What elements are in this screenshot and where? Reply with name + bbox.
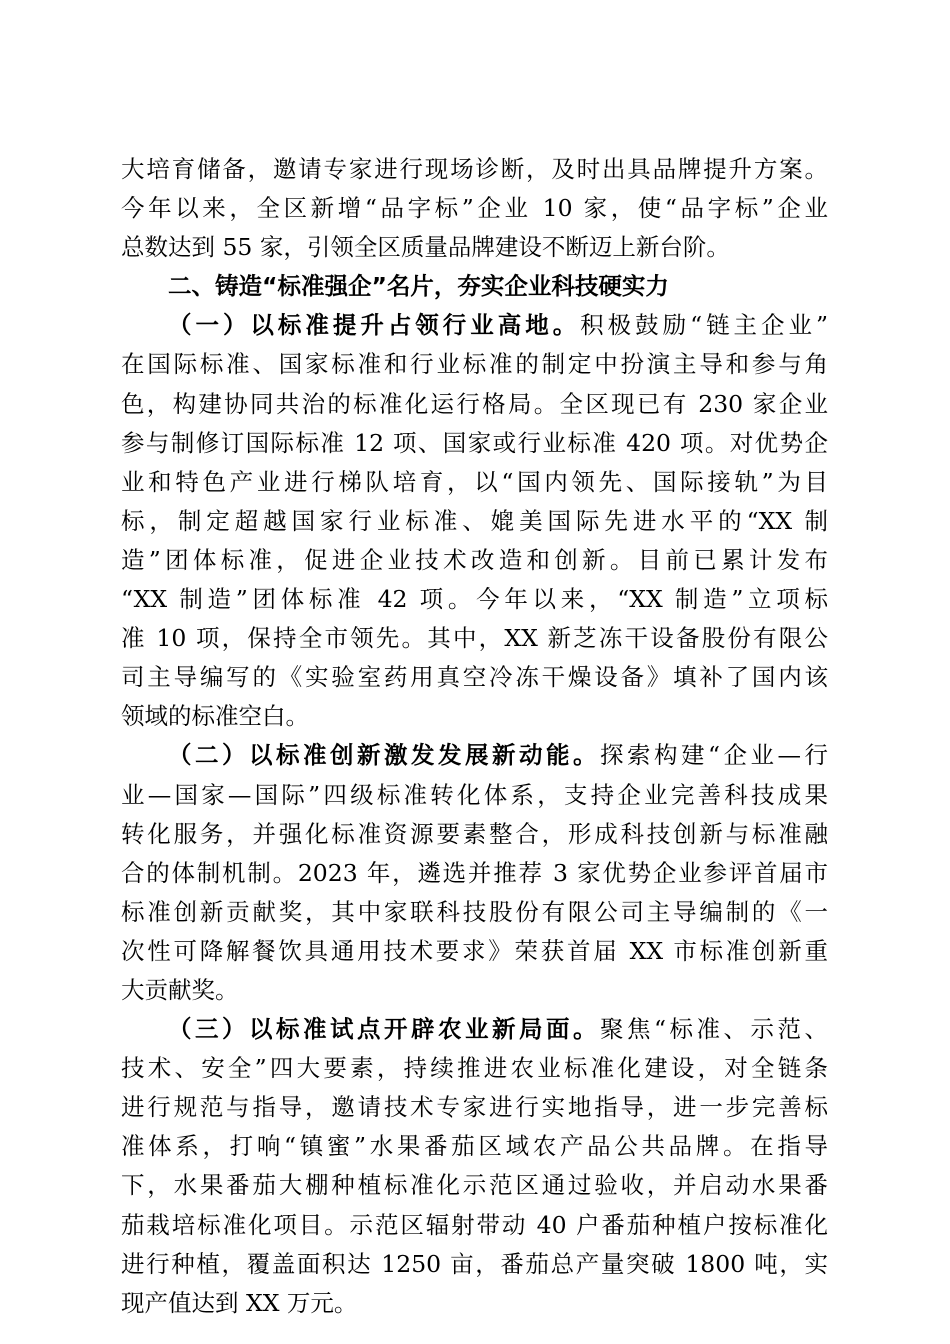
subsection-text: 探索构建“企业—行	[600, 741, 829, 770]
body-line: 造”团体标准，促进企业技术改造和创新。目前已累计发布	[121, 545, 828, 574]
body-line: 标，制定超越国家行业标准、媲美国际先进水平的“XX 制	[121, 506, 828, 535]
body-line: 下，水果番茄大棚种植标准化示范区通过验收，并启动水果番	[121, 1171, 828, 1200]
body-line: 参与制修订国际标准 12 项、国家或行业标准 420 项。对优势企	[121, 428, 828, 457]
body-line: 次性可降解餐饮具通用技术要求》荣获首届 XX 市标准创新重	[121, 936, 828, 965]
body-line: 准体系，打响“镇蜜”水果番茄区域农产品公共品牌。在指导	[121, 1132, 828, 1161]
section-heading: 二、铸造“标准强企”名片，夯实企业科技硬实力	[168, 272, 669, 301]
body-line: 茄栽培标准化项目。示范区辐射带动 40 户番茄种植户按标准化	[121, 1210, 828, 1239]
body-line: 业—国家—国际”四级标准转化体系，支持企业完善科技成果	[121, 780, 828, 809]
body-line: 进行规范与指导，邀请技术专家进行实地指导，进一步完善标	[121, 1093, 828, 1122]
subsection-title: （一）以标准提升占领行业高地。	[168, 311, 581, 340]
subsection-title: （三）以标准试点开辟农业新局面。	[168, 1015, 600, 1044]
body-line: 标准创新贡献奖，其中家联科技股份有限公司主导编制的《一	[121, 897, 828, 926]
body-line: 技术、安全”四大要素，持续推进农业标准化建设，对全链条	[121, 1054, 828, 1083]
body-line: “XX 制造”团体标准 42 项。今年以来，“XX 制造”立项标	[121, 585, 828, 614]
body-line: 现产值达到 XX 万元。	[121, 1288, 358, 1317]
subsection-text: 聚焦“标准、示范、	[600, 1015, 829, 1044]
body-line: 合的体制机制。2023 年，遴选并推荐 3 家优势企业参评首届市	[121, 858, 828, 887]
body-line: 业和特色产业进行梯队培育，以“国内领先、国际接轨”为目	[121, 467, 828, 496]
body-line: 进行种植，覆盖面积达 1250 亩，番茄总产量突破 1800 吨，实	[121, 1249, 828, 1278]
body-line: 领域的标准空白。	[121, 702, 309, 731]
body-line: 大培育储备，邀请专家进行现场诊断，及时出具品牌提升方案。	[121, 155, 828, 183]
subsection-text: 积极鼓励“链主企业”	[580, 311, 829, 340]
body-line: 准 10 项，保持全市领先。其中，XX 新芝冻干设备股份有限公	[121, 624, 828, 653]
body-line: 今年以来，全区新增“品字标”企业 10 家，使“品字标”企业	[121, 194, 828, 223]
subsection-title: （二）以标准创新激发发展新动能。	[168, 741, 600, 770]
body-line: 司主导编写的《实验室药用真空冷冻干燥设备》填补了国内该	[121, 663, 828, 692]
body-line: 总数达到 55 家，引领全区质量品牌建设不断迈上新台阶。	[121, 233, 730, 262]
subsection-line	[121, 736, 828, 775]
body-line: 转化服务，并强化标准资源要素整合，形成科技创新与标准融	[121, 819, 828, 848]
body-line: 色，构建协同共治的标准化运行格局。全区现已有 230 家企业	[121, 389, 828, 418]
subsection-line	[121, 1010, 828, 1049]
body-line: 在国际标准、国家标准和行业标准的制定中扮演主导和参与角	[121, 350, 828, 379]
subsection-line	[121, 306, 828, 345]
body-line: 大贡献奖。	[121, 975, 239, 1004]
document-body	[121, 150, 828, 1323]
